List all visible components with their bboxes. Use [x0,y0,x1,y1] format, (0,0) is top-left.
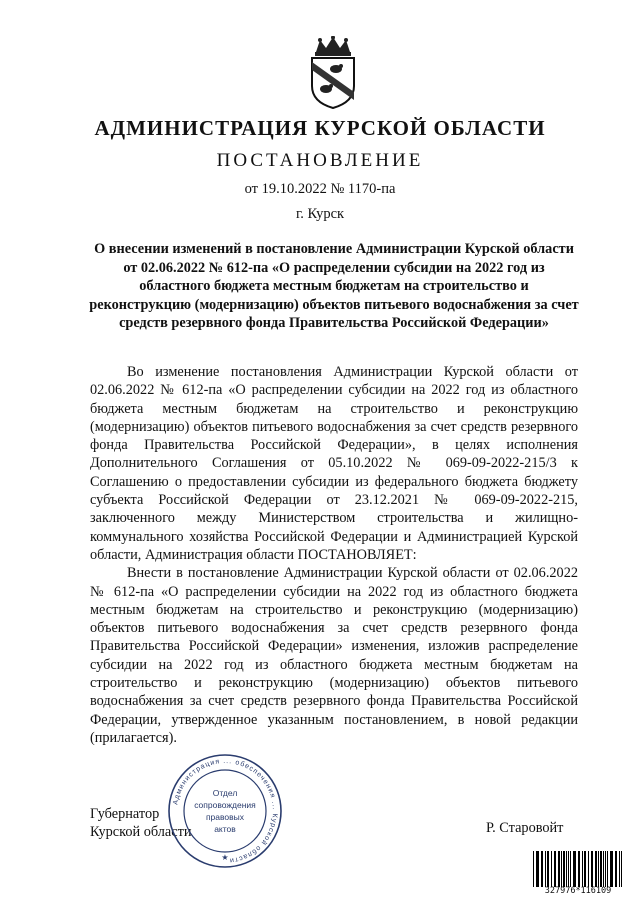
barcode-bar [600,851,602,887]
document-city: г. Курск [295,206,345,222]
barcode-bar [536,851,539,887]
document-heading: О внесении изменений в постановление Администрации Курской области от 02.06.2022 № 612-па «О распределении субсидии на 2022 год из областного бюджета местным бюджетам на строительство и реконструкцию (модернизацию) объектов питьевого водоснабжения за счет средств резервного фонда Правительства Российской Федерации» [89,241,579,331]
barcode-bar [551,851,552,887]
document-type: ПОСТАНОВЛЕНИЕ [216,150,424,171]
barcode-bar [570,851,571,887]
body-paragraph: Во изменение постановления Администрации Курской области от 02.06.2022 № 612-па «О распределении субсидии на 2022 год из областного бюджета местным бюджетам на строительство и реконструкцию (модернизацию) объектов питьевого водоснабжения за счет средств резервного фонда Правительства Российской Федерации», в целях исполнения Дополнительного Соглашения от 05.10.2022 № 069-09-2022-215/3 к Соглашению о предоставлении субсидии из федерального бюджета бюджету субъекта Российской Федерации от 23.12.2021 № 069-09-2022-215, заключенного между Министерством строительства и жилищно-коммунального хозяйства Российской Федерации и Администрацией Курской области, Администрация области ПОСТАНОВЛЯЕТ: [90,364,578,563]
barcode-bar [547,851,549,887]
stamp-line: сопровождения [194,800,256,810]
barcode-bar [573,851,576,887]
barcode-bar [621,851,622,887]
signature-position-line: Курской области [90,824,192,841]
barcode-bar [619,851,620,887]
official-stamp [166,752,284,870]
stamp-line: Отдел [212,788,238,798]
barcode-number: 327976*116109 [544,886,612,896]
document-body [90,363,578,747]
barcode-bar [554,851,556,887]
barcode-bar [595,851,597,887]
barcode-bar [578,851,580,887]
signatory-name: Р. Старовойт [486,820,564,836]
barcode-bar [545,851,546,887]
stamp-ring-text: Администрация ... обеспечения ... Курской области [172,757,279,864]
barcode-bar [582,851,583,887]
body-paragraph: Внести в постановление Администрации Курской области от 02.06.2022 № 612-па «О распределении субсидии на 2022 год из областного бюджета местным бюджетам на строительство и реконструкцию (модернизацию) объектов питьевого водоснабжения за счет средств резервного фонда Правительства Российской Федерации» изменения, изложив распределение субсидии на 2022 год из областного бюджета местным бюджетам на строительство и реконструкцию (модернизацию) объектов питьевого водоснабжения за счет средств резервного фонда Правительства Российской Федерации, утвержденное указанным постановлением, в новой редакции (прилагается). [90,565,578,746]
barcode-bar [607,851,608,887]
svg-text:Администрация ... обеспечения [172,758,278,864]
barcode-bar [561,851,562,887]
barcode [532,851,624,887]
barcode-bar [563,851,565,887]
signature-position-line: Губернатор [90,806,160,822]
barcode-bar [603,851,604,887]
barcode-bar [568,851,569,887]
stamp-line: актов [214,824,236,834]
barcode-bar [610,851,613,887]
barcode-bar [588,851,589,887]
barcode-bar [558,851,560,887]
document-date-number: от 19.10.2022 № 1170-па [244,181,396,197]
stamp-star-icon: ★ [221,853,229,862]
barcode-bar [598,851,599,887]
barcode-bar [584,851,586,887]
barcode-bar [591,851,593,887]
barcode-bar [541,851,543,887]
stamp-line: правовых [205,812,245,822]
kursk-coat-of-arms-icon [306,36,360,110]
barcode-bar [615,851,617,887]
barcode-bar [566,851,567,887]
barcode-bar [605,851,606,887]
barcode-bar [533,851,534,887]
organization-title: АДМИНИСТРАЦИЯ КУРСКОЙ ОБЛАСТИ [94,116,546,140]
